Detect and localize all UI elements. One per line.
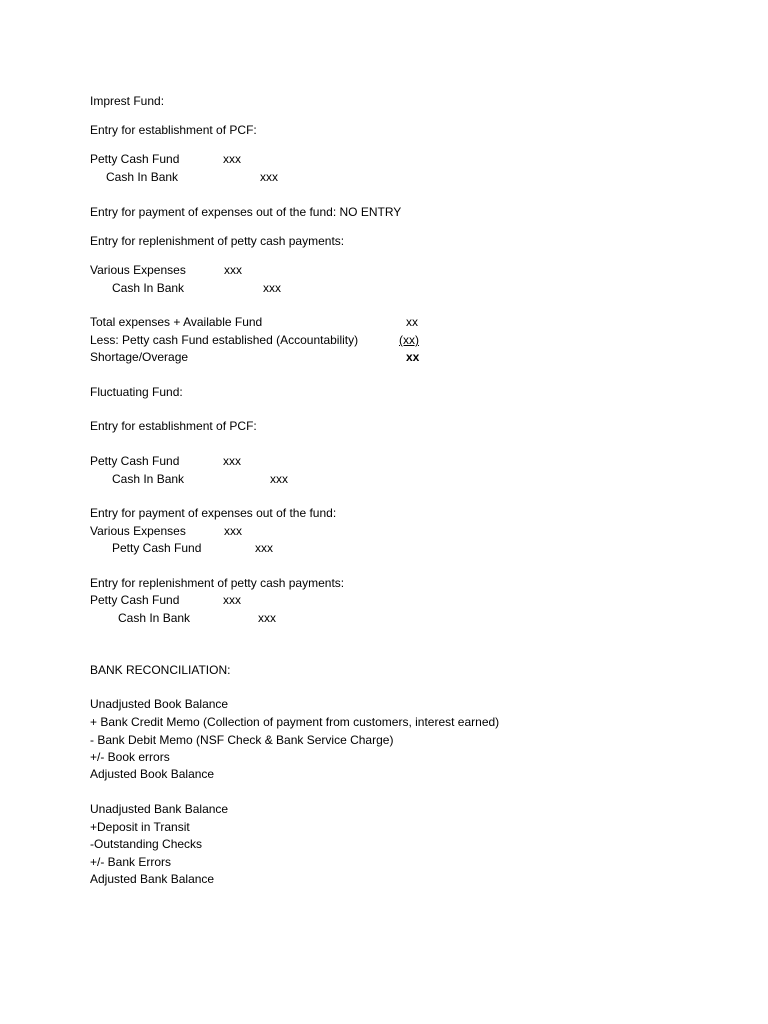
fluctuating-payment-debit-account: Various Expenses — [90, 524, 186, 538]
fluctuating-title: Fluctuating Fund: — [90, 385, 183, 399]
fluctuating-establish-debit-amount: xxx — [223, 454, 241, 468]
fluctuating-establish-credit-account: Cash In Bank — [112, 472, 185, 486]
imprest-establish-credit-amount: xxx — [260, 170, 278, 184]
bank-recon-title: BANK RECONCILIATION: — [90, 663, 231, 677]
computation-less-amount: (xx) — [399, 333, 419, 347]
fluctuating-establish-debit-account: Petty Cash Fund — [90, 454, 180, 468]
bank-line: Adjusted Bank Balance — [90, 872, 215, 886]
fluctuating-replenish-debit-account: Petty Cash Fund — [90, 593, 180, 607]
computation-total-label: Total expenses + Available Fund — [90, 315, 263, 329]
fluctuating-establish-credit-amount: xxx — [270, 472, 288, 486]
fluctuating-replenish-heading: Entry for replenishment of petty cash payments: — [90, 576, 345, 590]
computation-shortage-amount: xx — [406, 350, 420, 364]
fluctuating-payment-heading: Entry for payment of expenses out of the fund: — [90, 506, 337, 520]
imprest-establish-debit-amount: xxx — [223, 152, 241, 166]
fluctuating-replenish-debit-amount: xxx — [223, 593, 241, 607]
imprest-establish-credit-account: Cash In Bank — [106, 170, 179, 184]
imprest-title: Imprest Fund: — [90, 94, 165, 108]
fluctuating-payment-credit-amount: xxx — [255, 541, 273, 555]
imprest-establish-debit-account: Petty Cash Fund — [90, 152, 180, 166]
computation-shortage-label: Shortage/Overage — [90, 350, 189, 364]
computation-less-label: Less: Petty cash Fund established (Accountability) — [90, 333, 359, 347]
fluctuating-replenish-credit-account: Cash In Bank — [118, 611, 191, 625]
imprest-replenish-debit-amount: xxx — [224, 263, 242, 277]
book-line: Adjusted Book Balance — [90, 767, 215, 781]
fluctuating-establish-heading: Entry for establishment of PCF: — [90, 419, 257, 433]
bank-line: -Outstanding Checks — [90, 837, 203, 851]
book-line: - Bank Debit Memo (NSF Check & Bank Service Charge) — [90, 733, 394, 747]
imprest-replenish-credit-account: Cash In Bank — [112, 281, 185, 295]
bank-line: Unadjusted Bank Balance — [90, 802, 229, 816]
bank-line: +/- Bank Errors — [90, 855, 172, 869]
book-line: +/- Book errors — [90, 750, 170, 764]
imprest-replenish-credit-amount: xxx — [263, 281, 281, 295]
book-line: + Bank Credit Memo (Collection of payment from customers, interest earned) — [90, 715, 500, 729]
book-line: Unadjusted Book Balance — [90, 697, 229, 711]
imprest-replenish-heading: Entry for replenishment of petty cash payments: — [90, 234, 345, 248]
imprest-payment-heading: Entry for payment of expenses out of the fund: NO ENTRY — [90, 205, 402, 219]
bank-line: +Deposit in Transit — [90, 820, 190, 834]
imprest-replenish-debit-account: Various Expenses — [90, 263, 186, 277]
imprest-establish-heading: Entry for establishment of PCF: — [90, 123, 257, 137]
fluctuating-payment-debit-amount: xxx — [224, 524, 242, 538]
computation-total-amount: xx — [406, 315, 418, 329]
fluctuating-replenish-credit-amount: xxx — [258, 611, 276, 625]
fluctuating-payment-credit-account: Petty Cash Fund — [112, 541, 202, 555]
